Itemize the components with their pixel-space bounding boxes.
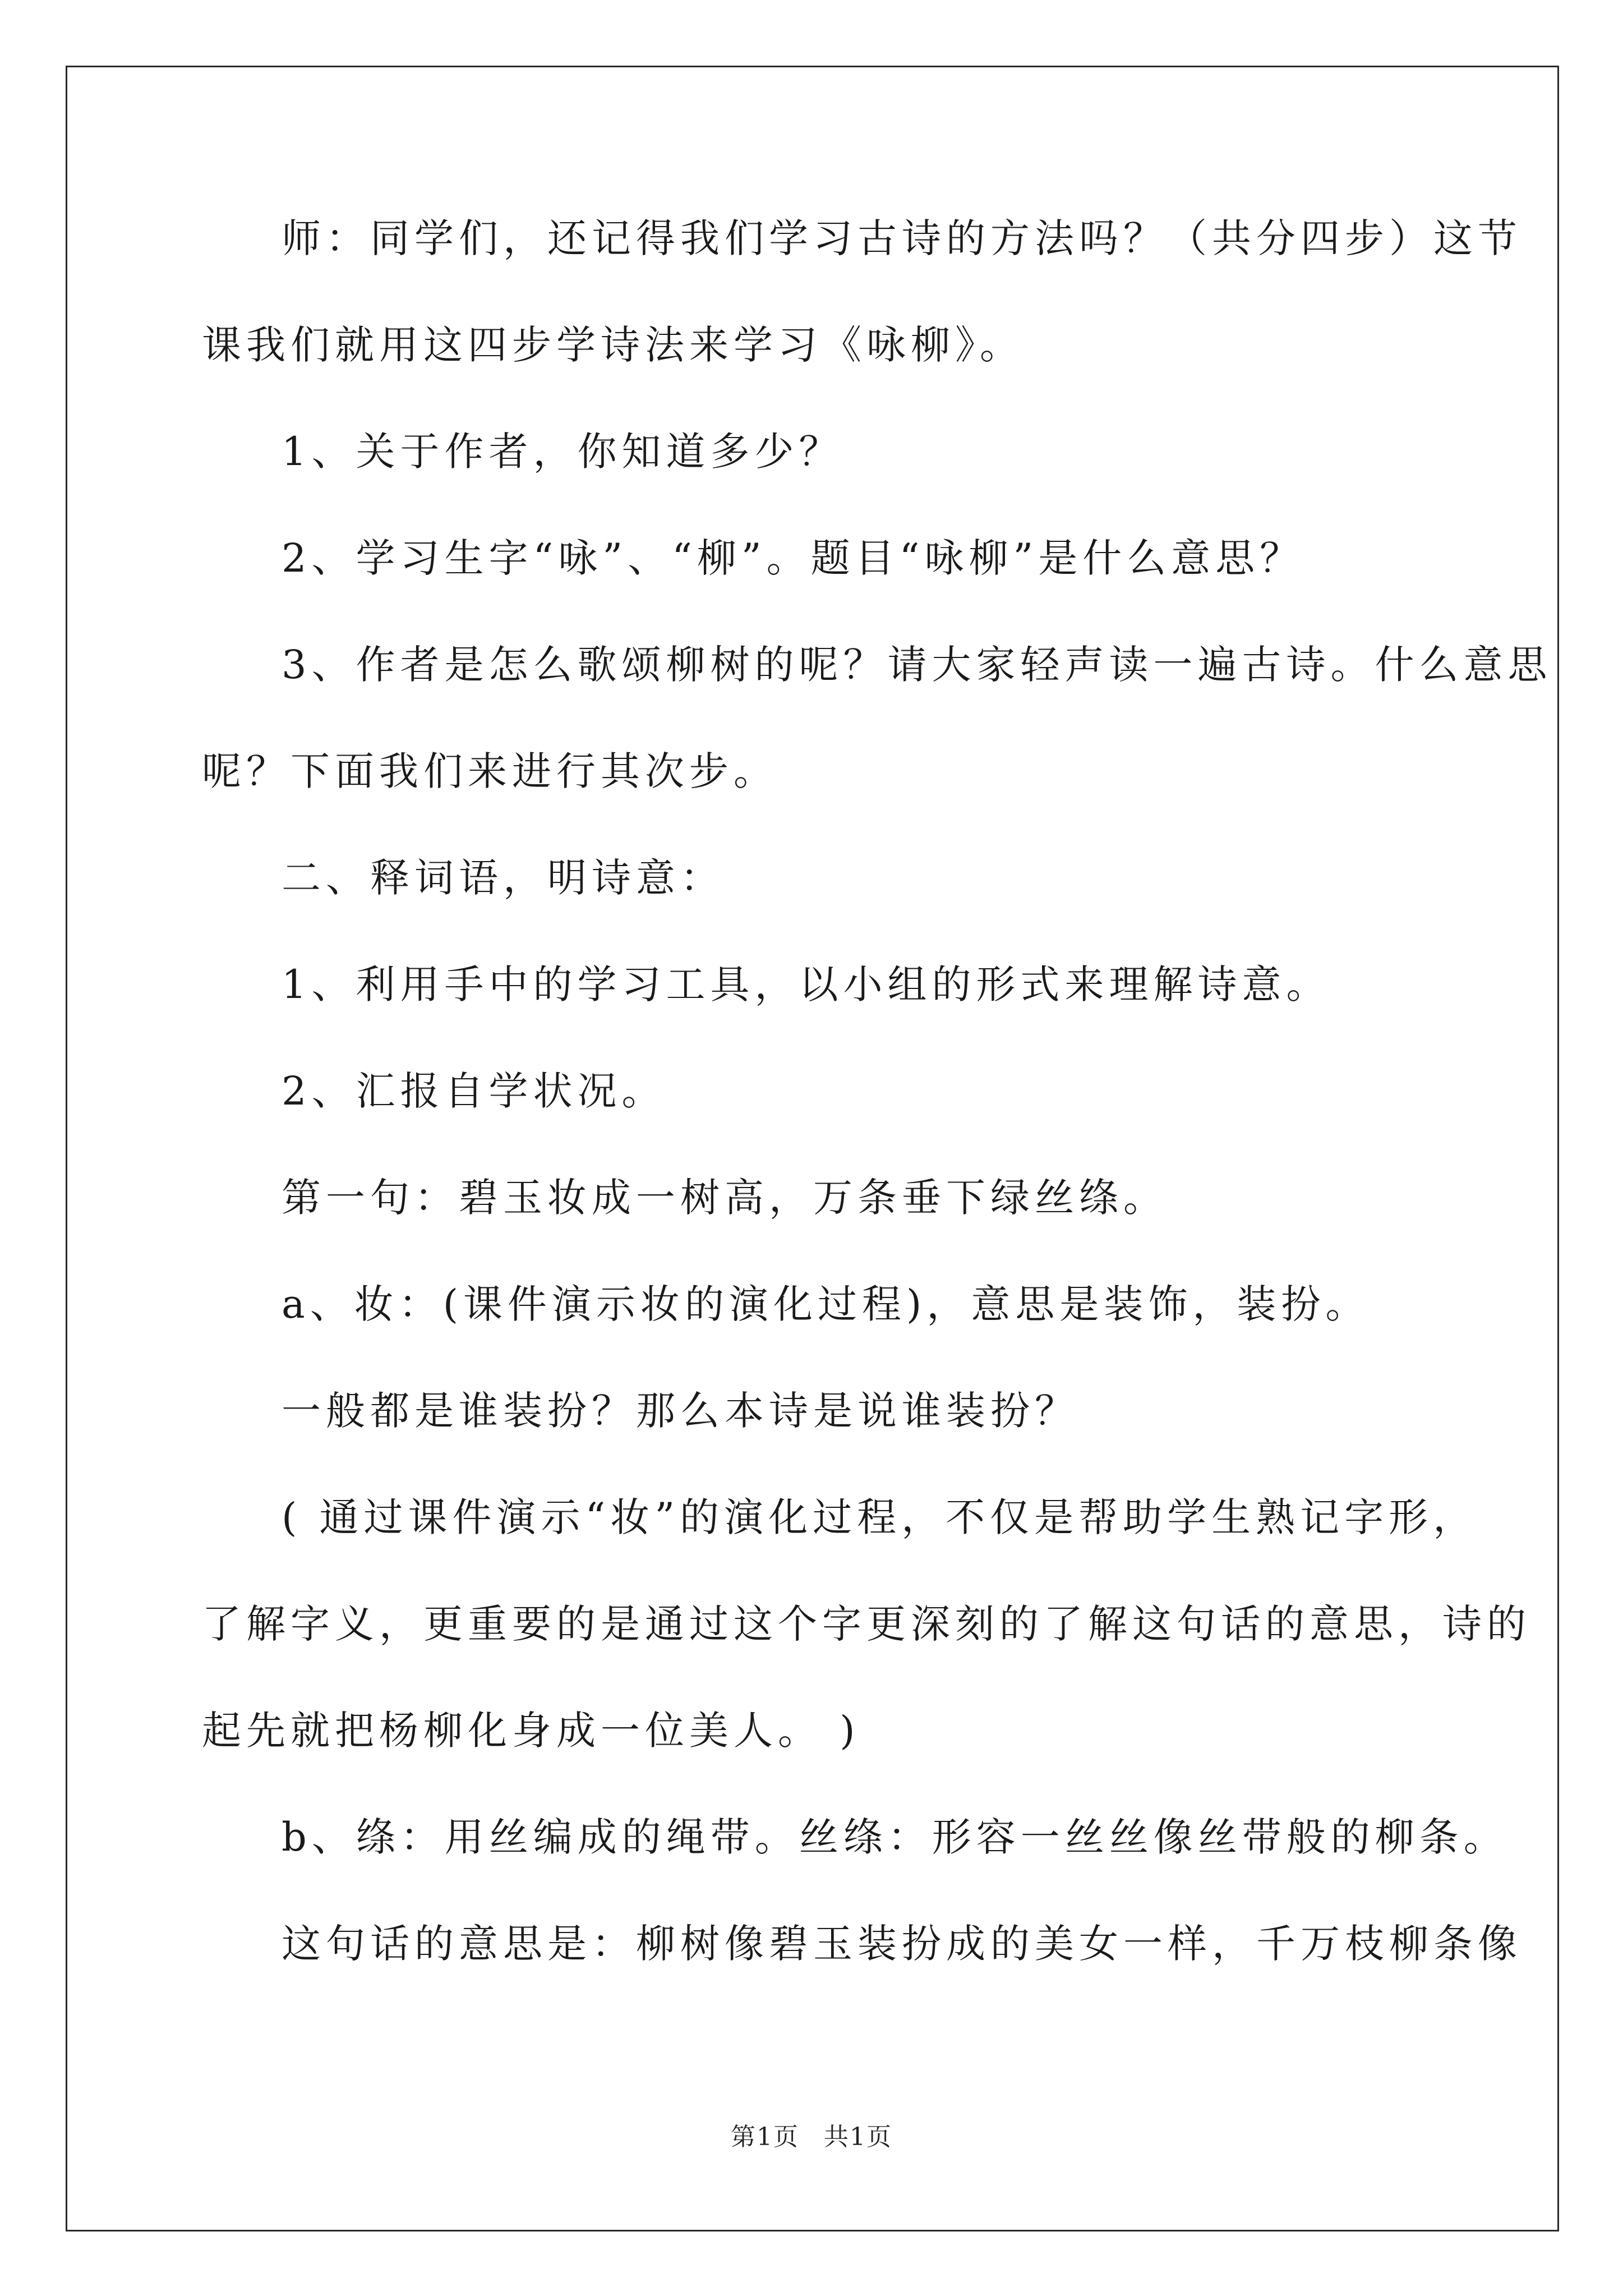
page-footer bbox=[0, 2120, 1623, 2154]
total-pages: 共1页 bbox=[824, 2123, 892, 2151]
paragraph-line: 2、学习生字“咏”、“柳”。题目“咏柳”是什么意思？ bbox=[282, 535, 1304, 581]
paragraph-line: 这句话的意思是：柳树像碧玉装扮成的美女一样，千万枝柳条像 bbox=[282, 1921, 1522, 1967]
paragraph-line: 呢？下面我们来进行其次步。 bbox=[202, 748, 778, 794]
page-border bbox=[66, 66, 1559, 2231]
paragraph-line: b、绦：用丝编成的绳带。丝绦：形容一丝丝像丝带般的柳条。 bbox=[282, 1814, 1508, 1860]
paragraph-line: 了解字义，更重要的是通过这个字更深刻的了解这句话的意思，诗的 bbox=[202, 1601, 1531, 1647]
paragraph-line: 1、关于作者，你知道多少？ bbox=[282, 429, 843, 475]
paragraph-line: a、妆：(课件演示妆的演化过程)，意思是装饰，装扮。 bbox=[282, 1281, 1370, 1327]
paragraph-line: 课我们就用这四步学诗法来学习《咏柳》。 bbox=[202, 322, 1024, 368]
paragraph-line: 一般都是谁装扮？那么本诗是说谁装扮？ bbox=[282, 1388, 1079, 1434]
paragraph-line: 师：同学们，还记得我们学习古诗的方法吗？（共分四步）这节 bbox=[282, 215, 1522, 261]
paragraph-line: 1、利用手中的学习工具，以小组的形式来理解诗意。 bbox=[282, 961, 1331, 1007]
page-number: 第1页 bbox=[731, 2123, 799, 2151]
paragraph-line: 3、作者是怎么歌颂柳树的呢？请大家轻声读一遍古诗。什么意思 bbox=[282, 642, 1552, 688]
paragraph-line: 2、汇报自学状况。 bbox=[282, 1068, 666, 1114]
paragraph-line: 第一句：碧玉妆成一树高，万条垂下绿丝绦。 bbox=[282, 1175, 1168, 1221]
paragraph-line: ( 通过课件演示“妆”的演化过程，不仅是帮助学生熟记字形， bbox=[282, 1494, 1478, 1540]
paragraph-line: 起先就把杨柳化身成一位美人。 ) bbox=[202, 1708, 860, 1754]
section-heading: 二、释词语，明诗意： bbox=[282, 855, 725, 901]
